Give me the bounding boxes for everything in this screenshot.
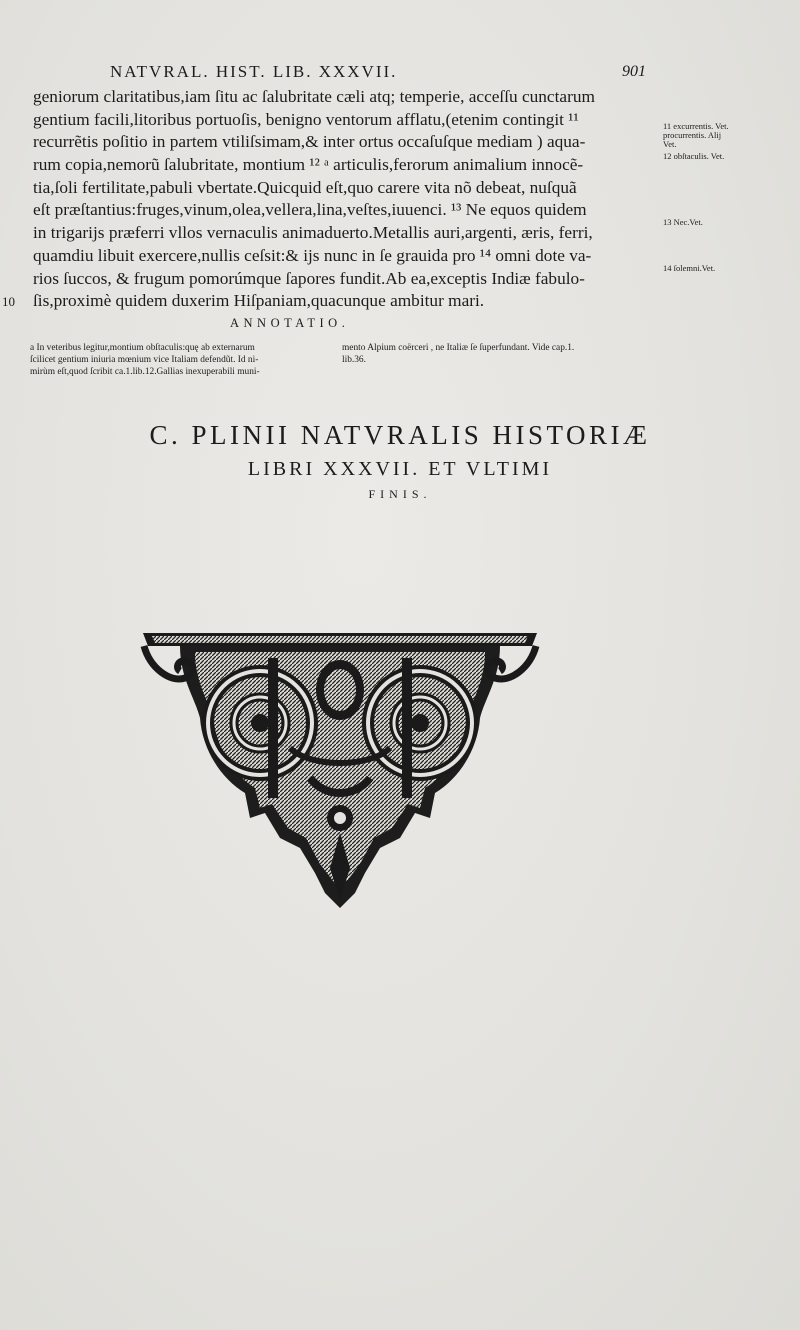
annotation-line: lib.36. — [342, 355, 366, 365]
line-text: rum copia,nemorũ ſalubritate, montium ¹² ᵃ articulis,ferorum animalium innocẽ- — [33, 155, 584, 175]
margin-note: 13 Nec.Vet. — [663, 217, 703, 227]
text-line — [30, 268, 670, 291]
margin-note: 14 ſolemni.Vet. — [663, 263, 716, 273]
margin-note: procurrentis. Alij — [663, 130, 722, 140]
line-text: gentium facili,litoribus portuoſis, benigno ventorum afflatu,(etenim contingit ¹¹ — [33, 109, 579, 129]
colophon-finis: FINIS. — [368, 487, 432, 501]
text-line — [2, 290, 670, 313]
text-line — [30, 245, 670, 268]
annotation-right-column — [342, 342, 672, 366]
text-line — [30, 131, 670, 154]
text-line — [30, 86, 670, 109]
text-line — [30, 177, 670, 200]
margin-note: 12 obſtaculis. Vet. — [663, 151, 725, 161]
running-head: NATVRAL. HIST. LIB. XXXVII. — [110, 62, 398, 81]
annotation-line: ſcilicet gentium iniuria mœnium vice Italiam defendũt. Id ni- — [30, 355, 259, 365]
main-text-block — [2, 86, 670, 313]
line-text: tia,ſoli fertilitate,pabuli vbertate.Quicquid eſt,quo carere vita nõ debeat, nuſquã — [33, 177, 577, 197]
annotation-line: mento Alpium coërceri , ne Italiæ ſe ſuperfundant. Vide cap.1. — [342, 343, 575, 353]
line-number: 10 — [2, 294, 15, 310]
margin-note: 11 excurrentis. Vet. — [663, 121, 729, 131]
page-number: 901 — [622, 63, 646, 80]
line-text: recurrẽtis poſitio in partem vtiliſsimam,& inter ortus occaſuſque mediam ) aqua- — [33, 132, 586, 152]
line-text: rios ſuccos, & frugum pomorúmque ſapores fundit.Ab ea,exceptis Indiæ fabulo- — [33, 268, 585, 288]
annotation-left-column — [30, 342, 330, 378]
line-text: geniorum claritatibus,iam ſitu ac ſalubritate cæli atq; temperie, acceſſu cunctarum — [33, 87, 595, 106]
annotation-line: mirùm eſt,quod ſcribit ca.1.lib.12.Gallias inexuperabili muni- — [30, 367, 260, 377]
woodcut-ornament-icon — [140, 628, 540, 917]
line-text: ſis,proximè quidem duxerim Hiſpaniam,quacunque ambitur mari. — [33, 291, 485, 311]
line-text: in trigarijs præferri vllos vernaculis animaduerto.Metallis auri,argenti, æris, ferri, — [33, 223, 593, 243]
text-line — [30, 222, 670, 245]
line-text: eſt præſtantius:fruges,vinum,olea,vellera,lina,veſtes,iuuenci. ¹³ Ne equos quidem — [33, 200, 587, 220]
text-line — [30, 199, 670, 222]
margin-note: Vet. — [663, 139, 677, 149]
text-line — [30, 109, 670, 132]
text-line — [30, 154, 670, 177]
annotation-heading: ANNOTATIO. — [230, 316, 350, 330]
line-text: quamdiu libuit exercere,nullis ceſsit:& ijs nunc in ſe grauida pro ¹⁴ omni dote va- — [33, 245, 592, 265]
annotation-line: a In veteribus legitur,montium obſtaculis:quę ab externarum — [30, 343, 255, 353]
colophon-subtitle: LIBRI XXXVII. ET VLTIMI — [247, 458, 553, 480]
colophon-title: C. PLINII NATVRALIS HISTORIÆ — [149, 420, 651, 450]
